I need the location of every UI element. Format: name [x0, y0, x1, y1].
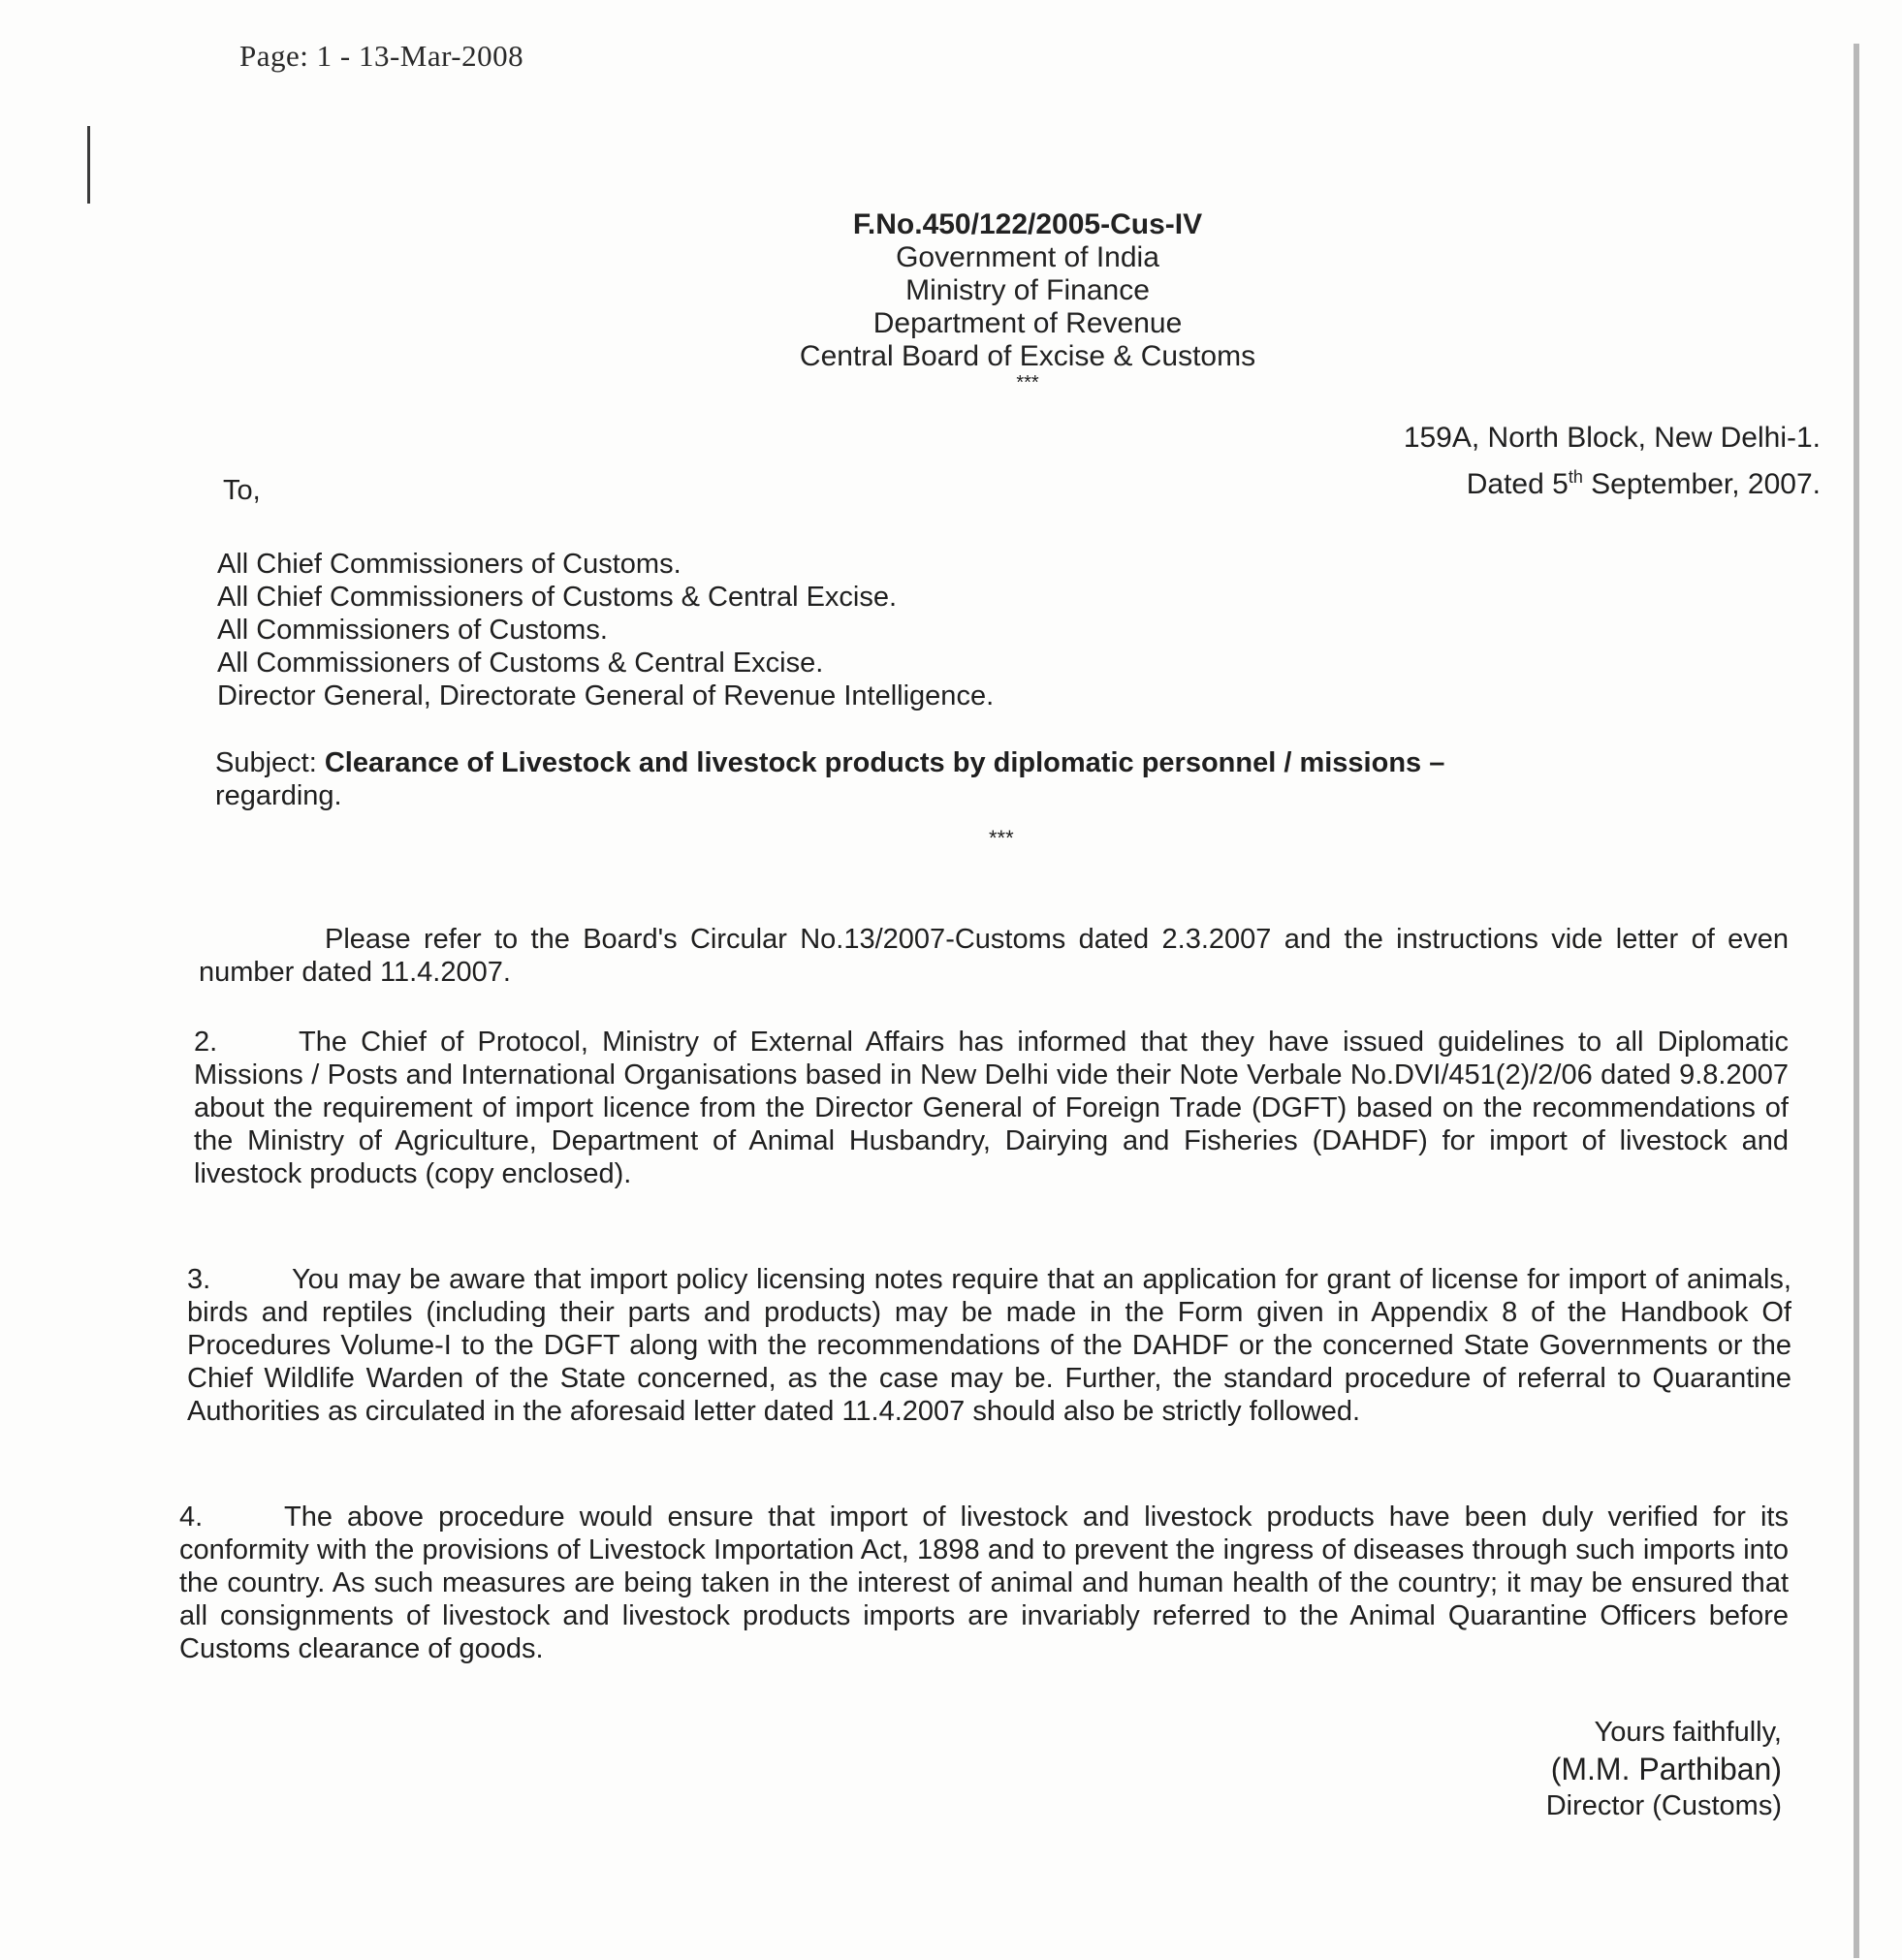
paragraph-text: The above procedure would ensure that import of livestock and livestock products have been duly verified for its conformity with the provisions of Livestock Importation Act, 1898 and to prevent the ingress of diseases through such imports into the country. As such measures are being taken in the interest of animal and human health of the country; it may be ensured that all consignments of livestock and livestock products imports are invariably referred to the Animal Quarantine Officers before Customs clearance of goods. — [179, 1502, 1789, 1664]
subject-text: Clearance of Livestock and livestock products by diplomatic personnel / missions – — [324, 747, 1445, 778]
paragraph-1: Please refer to the Board's Circular No.13/2007-Customs dated 2.3.2007 and the instructions vide letter of even number dated 11.4.2007. — [199, 924, 1789, 988]
recipient: All Commissioners of Customs. — [217, 615, 608, 646]
file-number: F.No.450/122/2005-Cus-IV — [852, 208, 1203, 240]
paragraph-3 — [187, 1263, 1791, 1428]
subject-line — [215, 746, 1786, 812]
paragraph-4 — [179, 1501, 1789, 1665]
header-line: Government of India — [896, 241, 1159, 273]
recipient: All Commissioners of Customs & Central Excise. — [217, 648, 824, 679]
subject-tail: regarding. — [215, 780, 342, 811]
letter-header — [620, 208, 1435, 393]
paragraph-number: 3. — [187, 1264, 211, 1295]
date-prefix: Dated 5 — [1466, 468, 1569, 500]
page-stamp: Page: 1 - 13-Mar-2008 — [239, 39, 524, 73]
scan-mark — [87, 126, 90, 204]
signatory-designation: Director (Customs) — [1545, 1790, 1782, 1821]
subject-label: Subject: — [215, 747, 325, 778]
recipient: All Chief Commissioners of Customs & Central Excise. — [217, 582, 898, 613]
recipient: Director General, Directorate General of Revenue Intelligence. — [217, 680, 995, 711]
recipient: All Chief Commissioners of Customs. — [217, 549, 682, 580]
date-line — [1404, 458, 1821, 504]
separator: *** — [1016, 372, 1039, 394]
header-line: Central Board of Excise & Customs — [799, 340, 1256, 372]
header-line: Ministry of Finance — [905, 274, 1150, 306]
address-line: 159A, North Block, New Delhi-1. — [1403, 422, 1821, 454]
recipient-list — [217, 548, 994, 712]
paragraph-number: 4. — [179, 1502, 204, 1533]
separator: *** — [989, 826, 1014, 850]
paragraph-text: The Chief of Protocol, Ministry of External Affairs has informed that they have issued guidelines to all Diplomatic Missions / Posts and International Organisations based in New Delhi vide their Note Verbale No.DVI/451(2)/2/06 dated 9.8.2007 about the requirement of import licence from the Director General of Foreign Trade (DGFT) based on the recommendations of the Ministry of Agriculture, Department of Animal Husbandry, Dairying and Fisheries (DAHDF) for import of livestock and livestock products (copy enclosed). — [194, 1027, 1789, 1189]
signature-block — [1546, 1714, 1782, 1824]
header-line: Department of Revenue — [872, 307, 1183, 339]
scan-edge — [1854, 44, 1859, 1958]
paragraph-number: 2. — [194, 1027, 218, 1058]
date-rest: September, 2007. — [1582, 468, 1821, 500]
salutation: Yours faithfully, — [1594, 1717, 1782, 1748]
signatory-name: (M.M. Parthiban) — [1550, 1752, 1782, 1786]
sender-address — [1404, 419, 1821, 504]
to-label: To, — [223, 475, 261, 506]
paragraph-2 — [194, 1026, 1789, 1190]
date-suffix-sup: th — [1568, 467, 1583, 487]
paragraph-text: You may be aware that import policy licensing notes require that an application for grant of license for import of animals, birds and reptiles (including their parts and products) may be made in the Form given in Appendix 8 of the Handbook Of Procedures Volume-I to the DGFT along with the recommendations of the DAHDF or the concerned State Governments or the Chief Wildlife Warden of the State concerned, as the case may be. Further, the standard procedure of referral to Quarantine Authorities as circulated in the aforesaid letter dated 11.4.2007 should also be strictly followed. — [187, 1264, 1791, 1427]
